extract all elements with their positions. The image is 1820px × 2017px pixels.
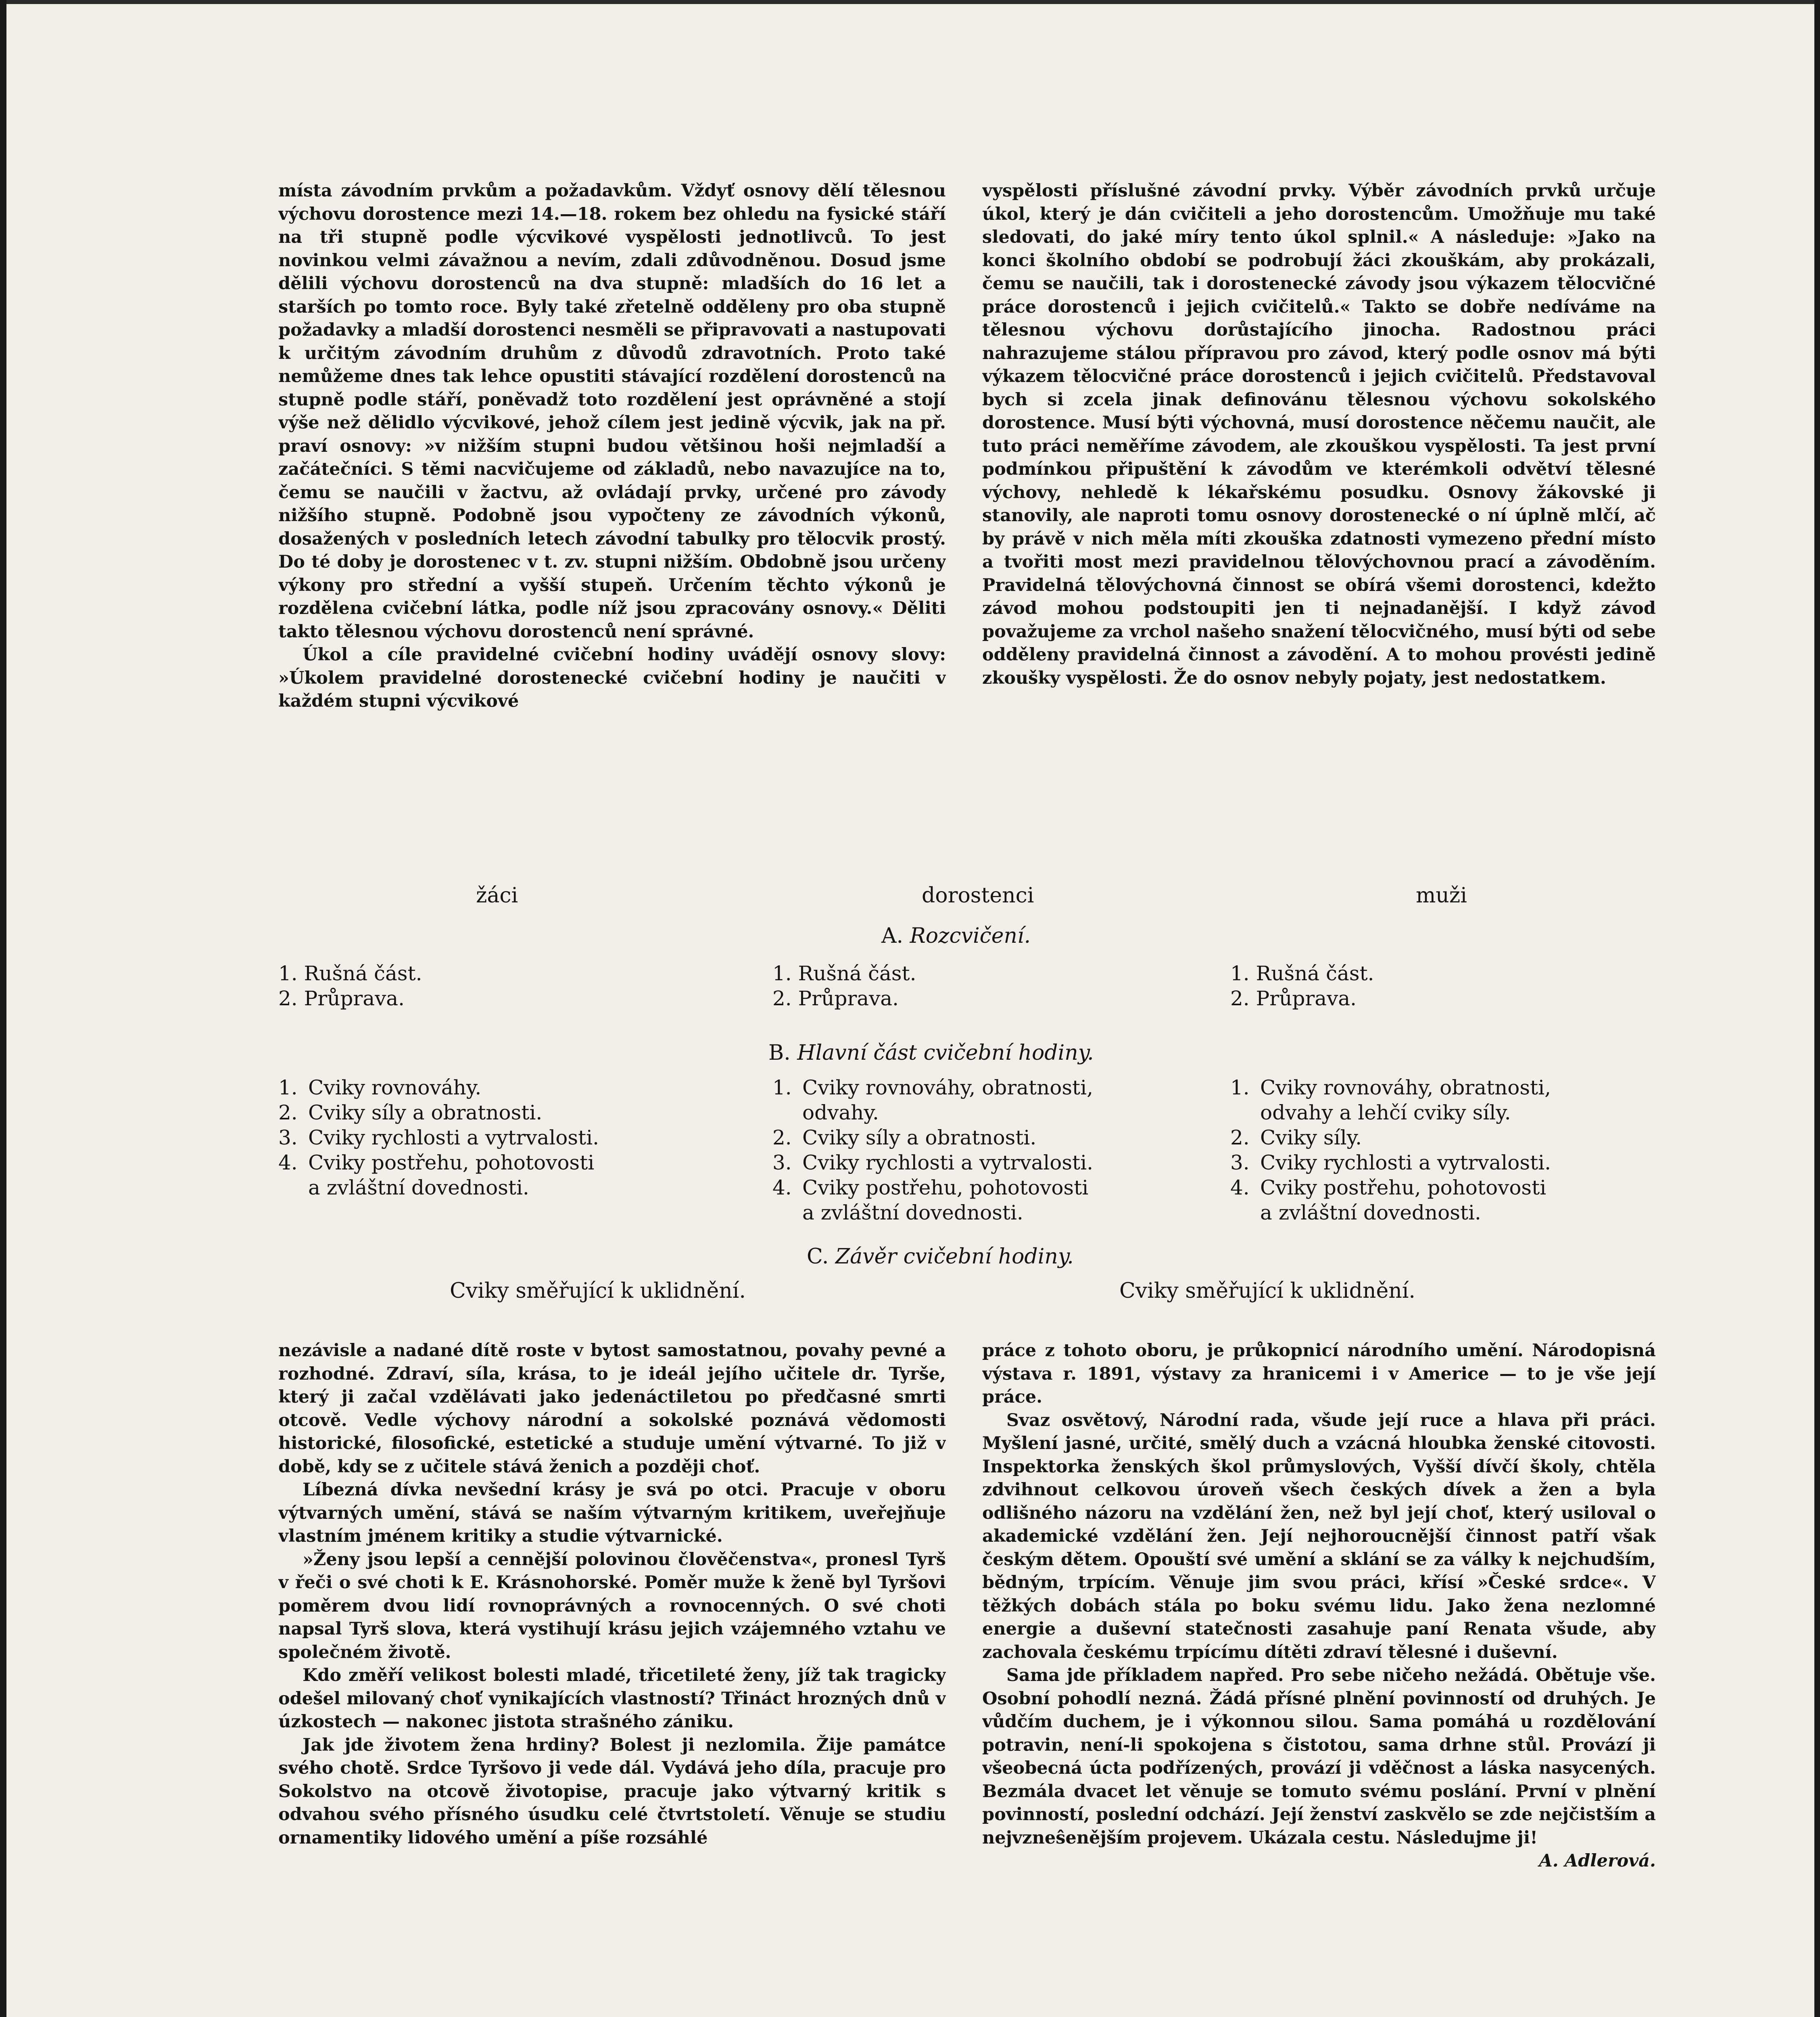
paragraph: místa závodním prvkům a požadavkům. Vždyť osnovy dělí tělesnou výchovu dorostence mezi 14.—18. rokem bez ohledu na fysické stáří na tři stupně podle výcvikové vyspělosti jednotlivců. To jest novinkou velmi závažnou a nevím, zdali zdůvodněnou. Dosud jsme dělili výchovu dorostenců na dva stupně: mladších do 16 let a starších po tomto roce. Byly také zřetelně odděleny pro oba stupně požadavky a mladší dorostenci nesměli se připravovati a nastupovati k určitým závodním druhům z důvodů zdravotních. Proto také nemůžeme dnes tak lehce opustiti stávající rozdělení dorostenců na stupně podle stáří, poněvadž toto rozdělení jest oprávněné a stojí výše než dělidlo výcvikové, jehož cílem jest jedině výcvik, jak na př. praví osnovy: »v nižším stupni budou většinou hoši nejmladší a začátečníci. S těmi nacvičujeme od základů, nebo navazujíce na to, čemu se naučili v žactvu, až ovládají prvky, určené pro závody nižšího stupně. Podobně jsou vypočteny ze závodních výkonů, dosažených v posledních letech závodní tabulky pro tělocvik prostý. Do té doby je dorostenec v t. zv. stupni nižším. Obdobně jsou určeny výkony pro střední a vyšší stupeň. Určením těchto výkonů je rozdělena cvičební látka, podle níž jsou zpracovány osnovy.« Děliti takto tělesnou výchovu dorostenců není správné. <box>278 181 946 642</box>
closing-exercises-right: Cviky směřující k uklidnění. <box>1119 1279 1415 1303</box>
paragraph: »Ženy jsou lepší a cennější polovinou člověčenstva«, pronesl Tyrš v řeči o své choti k E. Krásnohorské. Poměr muže k ženě byl Tyršovi poměrem dvou lidí rovnoprávných a rovnocenných. O své choti napsal Tyrš slova, která vystihují krásu jejich vzájemného vztahu ve společném životě. <box>278 1549 946 1662</box>
section-b-dorostenci <box>772 1075 1093 1225</box>
section-b-zaci <box>278 1075 599 1200</box>
table-row: odvahy. <box>802 1101 879 1124</box>
paragraph: vyspělosti příslušné závodní prvky. Výběr závodních prvků určuje úkol, který je dán cvičiteli a jeho dorostencům. Umožňuje mu také sledovati, do jaké míry tento úkol splnil.« A následuje: »Jako na konci školního období se podrobují žáci zkouškám, aby prokázali, čemu se naučili, tak i dorostenecké závody jsou výkazem tělocvičné práce dorostenců i jejich cvičitelů.« Takto se dobře nedíváme na tělesnou výchovu dorůstajícího jinocha. Radostnou práci nahrazujeme stálou přípravou pro závod, který podle osnov má býti výkazem tělocvičné práce dorostenců i jejich cvičitelů. Představoval bych si zcela jinak definovánu tělesnou výchovu sokolského dorostence. Musí býti výchovná, musí dorostence něčemu naučit, ale tuto práci neměříme závodem, ale zkouškou vyspělosti. Ta jest první podmínkou připuštění k závodům ve kterémkoli odvětví tělesné výchovy, nehledě k lékařskému posudku. Osnovy žákovské ji stanovily, ale naproti tomu osnovy dorostenecké o ní úplně mlčí, ač by právě v nich měla míti zkouška zdatnosti vymezeno přední místo a tvořiti most mezi pravidelnou tělovýchovnou prací a závoděním. Pravidelná tělovýchovná činnost se obírá všemi dorostenci, kdežto závod mohou podstoupiti jen ti nejnadanější. I když závod považujeme za vrchol našeho snažení tělocvičného, musí býti od sebe odděleny pravidelná činnost a závodění. A to mohou provésti jedině zkoušky vyspělosti. Že do osnov nebyly pojaty, jest nedostatkem. <box>982 181 1656 688</box>
table-row: a zvláštní dovednosti. <box>308 1176 529 1199</box>
column-header-dorostenci: dorostenci <box>922 883 1034 908</box>
paragraph: Jak jde životem žena hrdiny? Bolest ji nezlomila. Žije památce svého chotě. Srdce Tyršovo ji vede dál. Vydává jeho díla, pracuje pro Sokolstvo na otcově životopise, pracuje jako výtvarný kritik s odvahou svého přísného úsudku celé čtvrtstoletí. Věnuje se studiu ornamentiky lidového umění a píše rozsáhlé <box>278 1735 946 1848</box>
section-a-dorostenci <box>772 961 916 1011</box>
paragraph: Kdo změří velikost bolesti mladé, třicetileté ženy, jíž tak tragicky odešel milovaný choť vynikajících vlastností? Třináct hrozných dnů v úzkostech — nakonec jistota strašného zániku. <box>278 1665 946 1732</box>
section-b-heading: B. Hlavní část cvičební hodiny. <box>768 1041 1094 1065</box>
scan-edge-right <box>1814 0 1820 2017</box>
paragraph <box>982 1664 1656 1871</box>
section-b-muzi <box>1230 1075 1551 1225</box>
column-header-zaci: žáci <box>476 883 518 908</box>
table-row: 3. Cviky rychlosti a vytrvalosti. <box>1230 1151 1551 1174</box>
closing-exercises-left: Cviky směřující k uklidnění. <box>450 1279 746 1303</box>
table-row: 1. Rušná část. <box>772 962 916 985</box>
table-row: 2. Cviky síly a obratnosti. <box>278 1101 543 1124</box>
section-a-zaci <box>278 961 422 1011</box>
table-row: 2. Průprava. <box>278 987 405 1010</box>
table-row: 1. Cviky rovnováhy. <box>278 1076 482 1099</box>
scan-edge-top <box>0 0 1820 4</box>
table-row: 3. Cviky rychlosti a vytrvalosti. <box>772 1151 1093 1174</box>
table-row: 4. Cviky postřehu, pohotovosti <box>1230 1176 1547 1199</box>
table-row: 2. Cviky síly a obratnosti. <box>772 1126 1037 1149</box>
table-row: 1. Rušná část. <box>278 962 422 985</box>
table-row: odvahy a lehčí cviky síly. <box>1260 1101 1511 1124</box>
table-row: 2. Průprava. <box>1230 987 1357 1010</box>
table-row: a zvláštní dovednosti. <box>1260 1201 1481 1224</box>
paragraph-text: Sama jde příkladem napřed. Pro sebe ničeho nežádá. Obětuje vše. Osobní pohodlí nezná. Žádá přísné plnění povinností od druhých. Je vůdčím duchem, je i výkonnou silou. Sama pomáhá u rozdělování potravin, není-li spokojena s čistotou, sama drhne stůl. Provází ji všeobecná úcta podřízených, provází ji vděčnost a láska nasycených. Bezmála dvacet let věnuje se tomuto svému poslání. První v plnění povinností, poslední odchází. Její ženství zaskvělo se zde nejčistším a nejvzneŝenějším projevem. Ukázala cestu. Následujme ji! <box>982 1665 1656 1848</box>
section-a-muzi <box>1230 961 1374 1011</box>
paragraph: Svaz osvětový, Národní rada, všude její ruce a hlava při práci. Myšlení jasné, určité, smělý duch a vzácná hloubka ženské citovosti. Inspektorka ženských škol průmyslových, Vyšší dívčí školy, chtěla zdvihnout celkovou úroveň všech českých dívek a žen a byla odlišného názoru na vzdělání žen, než byl její choť, který usiloval o akademické vzdělání žen. Její nejhoroucnější činnost patří však českým dětem. Opouští své umění a sklání se za války k nejchudším, bědným, trpícím. Věnuje jim svou práci, křísí »České srdce«. V těžkých dobách stála po boku svému lidu. Jako žena nezlomné energie a duševní statečnosti zasahuje paní Renata všude, aby zachovala českému trpícímu dítěti zdraví tělesné i duševní. <box>982 1410 1656 1662</box>
table-row: 4. Cviky postřehu, pohotovosti <box>278 1151 595 1174</box>
scan-edge-left <box>0 0 6 2017</box>
table-row: 4. Cviky postřehu, pohotovosti <box>772 1176 1089 1199</box>
section-c-heading: C. Závěr cvičební hodiny. <box>807 1244 1074 1269</box>
author-signature: A. Adlerová. <box>1539 1851 1656 1871</box>
table-row: a zvláštní dovednosti. <box>802 1201 1023 1224</box>
paragraph: nezávisle a nadané dítě roste v bytost samostatnou, povahy pevné a rozhodné. Zdraví, síla, krása, to je ideál jejího učitele dr. Tyrše, který ji začal vzdělávati jako jedenáctiletou po předčasné smrti otcově. Vedle výchovy národní a sokolské poznává vědomosti historické, filosofické, estetické a studuje umění výtvarné. To již v době, kdy se z učitele stává ženich a později choť. <box>278 1340 946 1477</box>
section-a-heading: A. Rozcvičení. <box>881 924 1031 948</box>
column-header-muzi: muži <box>1416 883 1467 908</box>
table-row: 1. Cviky rovnováhy, obratnosti, <box>1230 1076 1551 1099</box>
article-column-bottom-right <box>982 1339 1656 2017</box>
table-row: 1. Cviky rovnováhy, obratnosti, <box>772 1076 1093 1099</box>
paragraph: Úkol a cíle pravidelné cvičební hodiny uvádějí osnovy slovy: »Úkolem pravidelné dorostenecké cvičební hodiny je naučiti v každém stupni výcvikové <box>278 645 946 711</box>
article-column-top-left <box>278 180 946 859</box>
table-row: 3. Cviky rychlosti a vytrvalosti. <box>278 1126 599 1149</box>
article-column-bottom-left <box>278 1339 946 2017</box>
paragraph: Líbezná dívka nevšední krásy je svá po otci. Pracuje v oboru výtvarných umění, stává se naším výtvarným kritikem, uveřejňuje vlastním jménem kritiky a studie výtvarnické. <box>278 1480 946 1546</box>
paragraph: práce z tohoto oboru, je průkopnicí národního umění. Národopisná výstava r. 1891, výstavy za hranicemi i v Americe — to je vše její práce. <box>982 1340 1656 1407</box>
table-row: 2. Průprava. <box>772 987 899 1010</box>
article-column-top-right <box>982 180 1656 859</box>
table-row: 1. Rušná část. <box>1230 962 1374 985</box>
table-row: 2. Cviky síly. <box>1230 1126 1362 1149</box>
